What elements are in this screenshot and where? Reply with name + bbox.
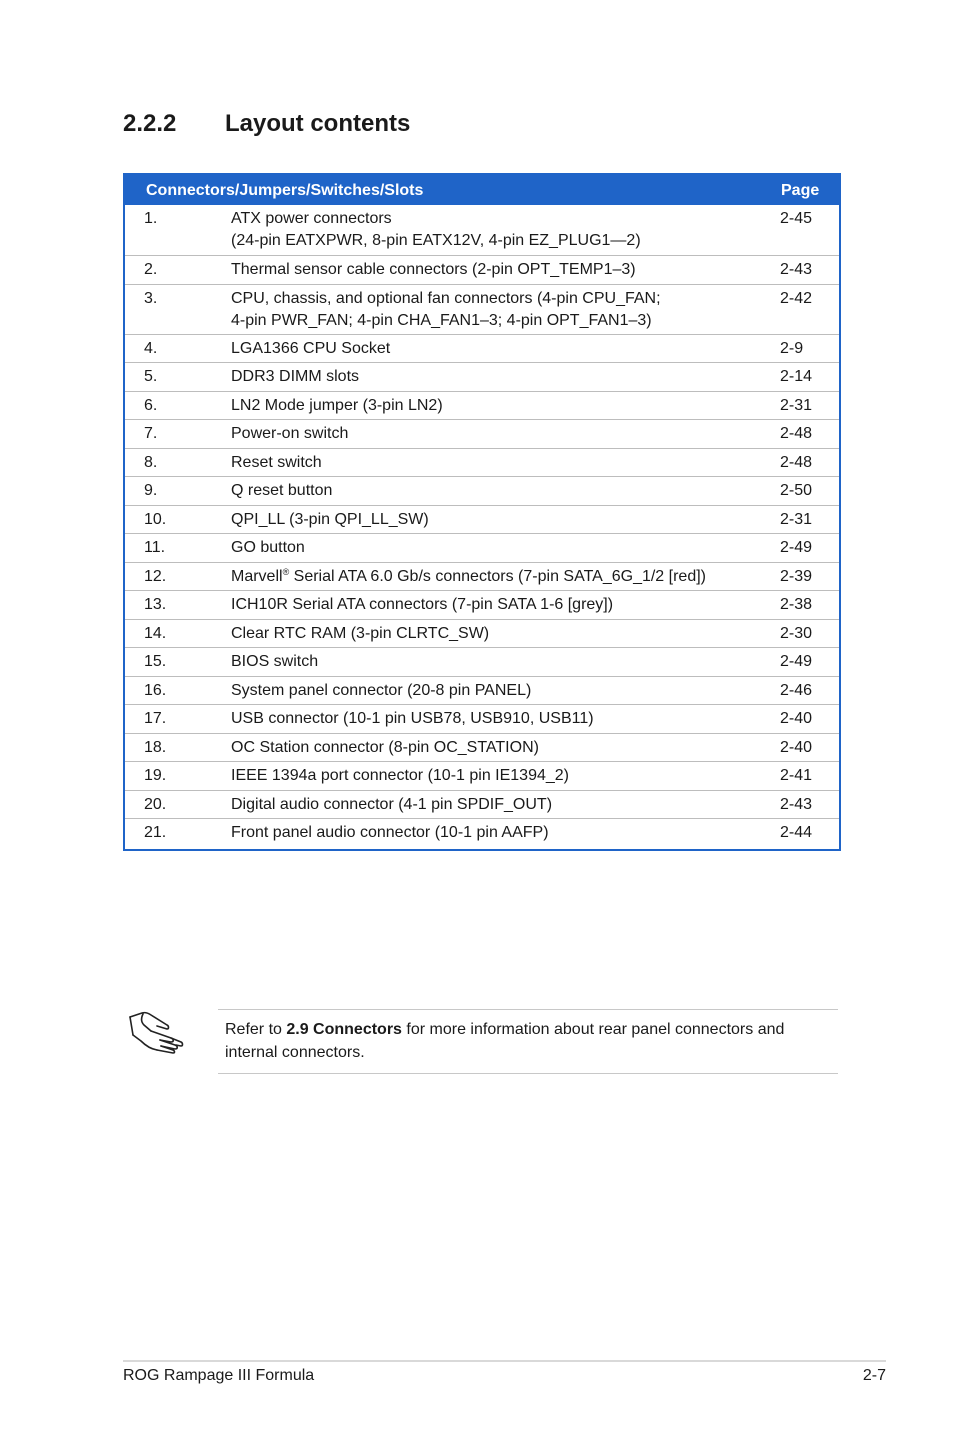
- footer-title: ROG Rampage III Formula: [123, 1367, 315, 1384]
- row-number: 18.: [144, 738, 167, 756]
- description-line: 4-pin PWR_FAN; 4-pin CHA_FAN1–3; 4-pin OPT_FAN1–3): [231, 311, 652, 329]
- table-row: [125, 533, 839, 562]
- row-description: [231, 452, 771, 474]
- row-number: 21.: [144, 824, 167, 841]
- row-number: 7.: [144, 425, 158, 442]
- table-row: [125, 590, 839, 619]
- table-row: [125, 448, 839, 477]
- description-line: USB connector (10-1 pin USB78, USB910, USB11): [231, 710, 594, 727]
- page-number: 2-7: [862, 1367, 886, 1384]
- header-page: Page: [781, 182, 820, 199]
- row-page: 2-43: [780, 261, 813, 278]
- section-heading: [123, 110, 410, 138]
- row-page: 2-43: [780, 795, 813, 813]
- row-page: 2-30: [780, 624, 813, 642]
- row-page: 2-38: [780, 596, 813, 613]
- table-row: [125, 476, 839, 505]
- row-description: [231, 208, 771, 252]
- row-description: [231, 395, 771, 417]
- note-text: Refer to 2.9 Connectors for more information about rear panel connectors and internal connectors.: [225, 1021, 785, 1061]
- section-number: 2.2.2: [123, 110, 177, 137]
- row-page: 2-48: [780, 453, 813, 471]
- row-description: [231, 708, 771, 730]
- table-row: [125, 562, 839, 591]
- row-page: 2-14: [780, 368, 813, 385]
- row-description: [231, 680, 771, 702]
- table-row: [125, 733, 839, 762]
- table-row: [125, 647, 839, 676]
- row-description: [231, 794, 771, 816]
- row-description: [231, 623, 771, 645]
- description-line: Front panel audio connector (10-1 pin AAFP): [231, 824, 549, 841]
- row-page: 2-49: [780, 653, 813, 670]
- row-page: 2-46: [780, 681, 813, 699]
- row-page: 2-31: [780, 396, 813, 414]
- table-row: [125, 761, 839, 790]
- table-row: [125, 790, 839, 819]
- row-number: 12.: [144, 567, 167, 585]
- row-description: [231, 537, 771, 559]
- row-page: 2-39: [780, 567, 813, 585]
- row-number: 8.: [144, 453, 158, 471]
- description-line: Thermal sensor cable connectors (2-pin OPT_TEMP1–3): [231, 261, 636, 278]
- row-page: 2-9: [780, 339, 804, 357]
- row-number: 5.: [144, 368, 158, 385]
- row-number: 1.: [144, 210, 158, 227]
- description-line: GO button: [231, 539, 305, 556]
- footer-rule: [123, 1360, 886, 1362]
- row-description: [231, 338, 771, 360]
- description-line: IEEE 1394a port connector (10-1 pin IE1394_2): [231, 767, 569, 784]
- description-line: System panel connector (20-8 pin PANEL): [231, 681, 532, 699]
- hand-note-icon: [127, 1009, 185, 1055]
- note-bold-reference: 2.9 Connectors: [286, 1021, 402, 1038]
- row-page: 2-31: [780, 510, 813, 528]
- table-row: [125, 619, 839, 648]
- row-description: [231, 822, 771, 844]
- row-number: 6.: [144, 396, 158, 414]
- description-line: ATX power connectors: [231, 210, 392, 227]
- table-row: [125, 284, 839, 334]
- row-number: 3.: [144, 289, 158, 307]
- row-number: 13.: [144, 596, 167, 613]
- description-line: Marvell® Serial ATA 6.0 Gb/s connectors (7-pin SATA_6G_1/2 [red]): [231, 566, 706, 585]
- row-description: [231, 288, 771, 332]
- row-number: 19.: [144, 767, 167, 784]
- row-page: 2-49: [780, 539, 813, 556]
- row-number: 4.: [144, 339, 158, 357]
- description-line: LGA1366 CPU Socket: [231, 339, 391, 357]
- row-page: 2-50: [780, 482, 813, 499]
- table-row: [125, 818, 839, 847]
- row-number: 14.: [144, 624, 167, 642]
- table-row: [125, 205, 839, 255]
- description-line: DDR3 DIMM slots: [231, 368, 360, 385]
- row-page: 2-41: [780, 767, 813, 784]
- row-description: [231, 423, 771, 445]
- section-title: Layout contents: [225, 110, 411, 137]
- row-description: [231, 259, 771, 281]
- row-page: 2-48: [780, 425, 813, 442]
- description-line: CPU, chassis, and optional fan connectors (4-pin CPU_FAN;: [231, 289, 661, 307]
- row-page: 2-40: [780, 738, 813, 756]
- table-row: [125, 391, 839, 420]
- description-line: LN2 Mode jumper (3-pin LN2): [231, 396, 443, 414]
- row-number: 10.: [144, 510, 167, 528]
- row-page: 2-40: [780, 710, 813, 727]
- table-row: [125, 362, 839, 391]
- layout-contents-table: [123, 173, 841, 851]
- description-line: BIOS switch: [231, 653, 319, 670]
- row-number: 20.: [144, 795, 167, 813]
- row-number: 9.: [144, 482, 158, 499]
- description-line: Power-on switch: [231, 425, 349, 442]
- row-description: [231, 480, 771, 502]
- header-label: Connectors/Jumpers/Switches/Slots: [146, 182, 424, 199]
- table-row: [125, 505, 839, 534]
- description-line: Clear RTC RAM (3-pin CLRTC_SW): [231, 624, 490, 642]
- description-line: Digital audio connector (4-1 pin SPDIF_OUT): [231, 795, 553, 813]
- row-description: [231, 366, 771, 388]
- description-line: QPI_LL (3-pin QPI_LL_SW): [231, 510, 429, 528]
- row-page: 2-45: [780, 210, 813, 227]
- row-description: [231, 509, 771, 531]
- row-page: 2-44: [780, 824, 813, 841]
- note-box: [218, 1009, 838, 1074]
- row-description: [231, 737, 771, 759]
- table-row: [125, 704, 839, 733]
- table-row: [125, 255, 839, 284]
- description-line: OC Station connector (8-pin OC_STATION): [231, 738, 539, 756]
- row-number: 11.: [144, 539, 166, 556]
- row-number: 17.: [144, 710, 167, 727]
- table-row: [125, 676, 839, 705]
- row-description: [231, 594, 771, 616]
- row-number: 2.: [144, 261, 158, 278]
- row-description: [231, 566, 771, 588]
- description-line: Q reset button: [231, 482, 333, 499]
- table-header: [125, 175, 839, 205]
- table-body: [125, 205, 839, 847]
- description-line: Reset switch: [231, 453, 322, 471]
- table-row: [125, 334, 839, 363]
- table-row: [125, 419, 839, 448]
- row-description: [231, 651, 771, 673]
- row-number: 16.: [144, 681, 167, 699]
- row-description: [231, 765, 771, 787]
- row-page: 2-42: [780, 289, 813, 307]
- registered-mark: ®: [282, 566, 290, 577]
- description-line: (24-pin EATXPWR, 8-pin EATX12V, 4-pin EZ_PLUG1—2): [231, 232, 641, 249]
- description-line: ICH10R Serial ATA connectors (7-pin SATA 1-6 [grey]): [231, 596, 614, 613]
- row-number: 15.: [144, 653, 167, 670]
